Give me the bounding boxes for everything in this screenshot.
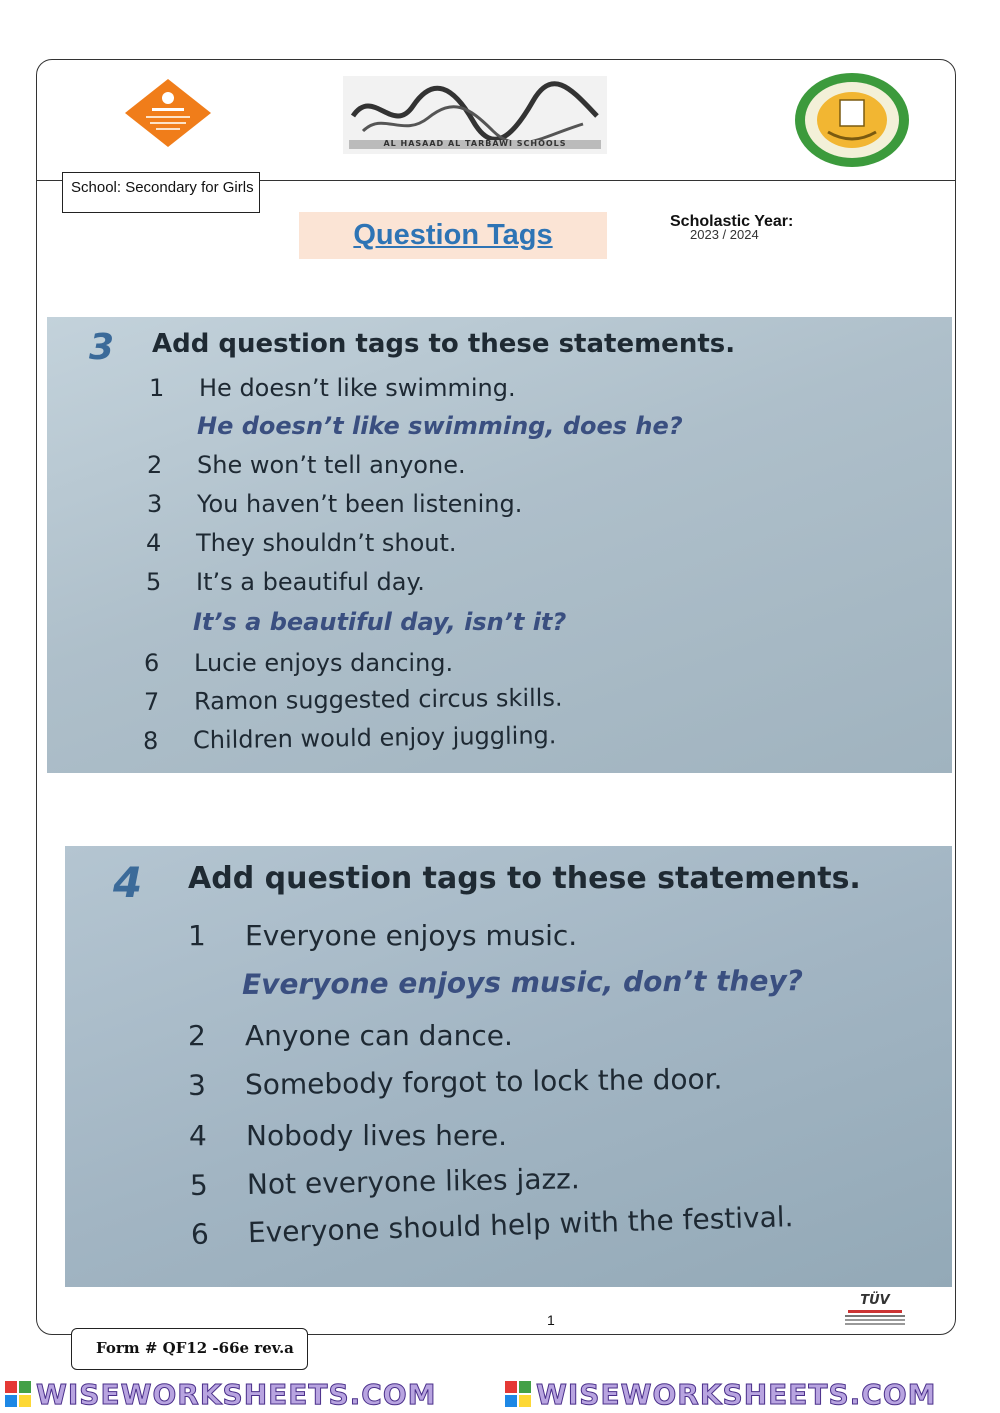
list-item: 3 You haven’t been listening. <box>147 490 523 518</box>
page-title: Question Tags <box>353 219 553 251</box>
wiseworksheets-icon <box>504 1380 532 1408</box>
list-item: 6 Lucie enjoys dancing. <box>144 649 454 677</box>
title-banner <box>299 212 607 259</box>
scholastic-year-clip <box>690 227 800 242</box>
watermark-text: WISEWORKSHEETS.COM <box>536 1377 937 1411</box>
exercise-3-photo <box>47 317 952 773</box>
scholastic-year-value: 2023 / 2024 <box>690 227 759 242</box>
watermark-text: WISEWORKSHEETS.COM <box>36 1377 437 1411</box>
exercise-3-number: 3 <box>89 327 115 368</box>
list-item: 5 It’s a beautiful day. <box>146 568 425 596</box>
tuv-mark-icon: TÜV <box>840 1293 910 1327</box>
scholastic-year-label: Scholastic Year: <box>670 213 794 230</box>
list-item: 1 Everyone enjoys music. <box>188 919 578 952</box>
wiseworksheets-icon <box>4 1380 32 1408</box>
list-item: 2 Anyone can dance. <box>188 1019 513 1052</box>
list-item: 3 Somebody forgot to lock the door. <box>187 1062 723 1102</box>
list-item: 7 Ramon suggested circus skills. <box>143 683 563 716</box>
exercise-4-photo <box>65 846 952 1287</box>
list-item: 4 Nobody lives here. <box>189 1119 508 1152</box>
list-item: 6 Everyone should help with the festival. <box>190 1200 794 1251</box>
form-code: Form # QF12 -66e rev.a <box>71 1328 308 1370</box>
exercise-3-instruction: Add question tags to these statements. <box>152 329 736 359</box>
school-label: School: Secondary for Girls <box>62 172 260 213</box>
watermark-left <box>4 1378 437 1410</box>
page-number: 1 <box>547 1312 555 1328</box>
school-logo-icon <box>124 78 212 148</box>
list-item: 5 Not everyone likes jazz. <box>189 1162 581 1202</box>
watermark-right <box>504 1378 937 1410</box>
answer-example: He doesn’t like swimming, does he? <box>197 412 683 440</box>
list-item: 2 She won’t tell anyone. <box>147 451 466 479</box>
exercise-4-number: 4 <box>113 858 143 907</box>
list-item: 1 He doesn’t like swimming. <box>149 374 516 402</box>
exercise-4-instruction: Add question tags to these statements. <box>188 861 861 896</box>
center-logo-caption: AL HASAAD AL TARBAWI SCHOOLS <box>383 139 567 148</box>
list-item: 4 They shouldn’t shout. <box>146 529 457 557</box>
answer-example: Everyone enjoys music, don’t they? <box>241 964 804 1001</box>
answer-example: It’s a beautiful day, isn’t it? <box>193 608 567 636</box>
list-item: 8 Children would enjoy juggling. <box>142 721 557 755</box>
round-emblem-icon <box>792 70 912 170</box>
